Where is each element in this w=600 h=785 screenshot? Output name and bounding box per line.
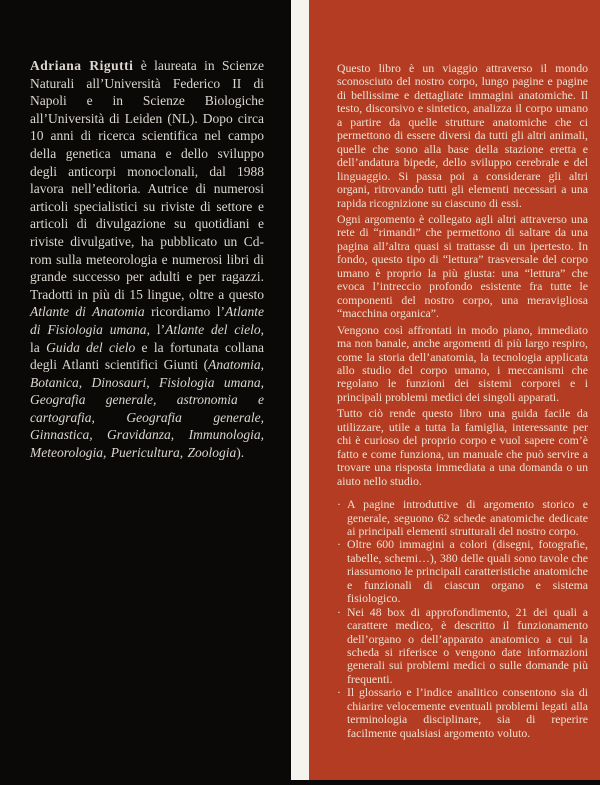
bullet-list (337, 498, 588, 740)
book-blurb (337, 62, 588, 740)
spine-stripe (291, 0, 309, 780)
bullet-item (337, 498, 588, 538)
bullet-item (337, 606, 588, 687)
bullet-text: Il glossario e l’indice analitico consentono sia di chiarire velocemente eventuali problemi legati alla terminologia disciplinare, sia di reperire facilmente qualsiasi argomento voluto. (347, 685, 588, 740)
bio-text: , l’ (146, 321, 166, 337)
bullet-text: Oltre 600 immagini a colori (disegni, fotografie, tabelle, schemi…), 380 delle quali sono tavole che riassumono le principali caratteristiche anatomiche e funzionali di ciascun organo e sistema fisiologico. (347, 537, 588, 606)
bio-text: , la (30, 321, 264, 355)
blurb-paragraph: Tutto ciò rende questo libro una guida facile da utilizzare, utile a tutta la famiglia, interessante per chi è curioso del proprio corpo e vuol sapere com’è fatto e come funziona, un manuale che può servire a trovare una risposta immediata a una domanda o un aiuto nello studio. (337, 406, 588, 488)
bio-text: è laureata in Scienze Naturali all’Università Federico II di Napoli e in Scienze Biologiche all’Università di Leiden (NL). Dopo circa 10 anni di ricerca scientifica nel campo della genetica umana e dello sviluppo degli anticorpi monoclonali, dal 1988 lavora nell’editoria. Autrice di numerosi articoli specialistici su riviste di settore e articoli di divulgazione su quotidiani e riviste divulgative, ha pubblicato un Cd-rom sulla meteorologia e numerosi libri di grande successo per adulti e per ragazzi. Tradotti in più di 15 lingue, oltre a questo (30, 58, 264, 302)
blurb-paragraph: Ogni argomento è collegato agli altri attraverso una rete di “rimandi” che permettono di saltare da una pagina all’altra quasi si trattasse di un ipertesto. In fondo, questo tipo di “lettura” trasversale del corpo umano è proprio la più giusta: una “lettura” che evoca l’intreccio profondo esistente fra tutte le componenti del nostro corpo, una meravigliosa “macchina organica”. (337, 211, 588, 321)
bullet-marker-icon: · (337, 685, 341, 700)
blurb-paragraph: Vengono così affrontati in modo piano, immediato ma non banale, anche argomenti di più largo respiro, come la storia dell’anatomia, la tecnologia applicata allo studio del corpo umano, i meccanismi che regolano le funzioni dei sistemi corporei e i principali problemi medici dei singoli apparati. (337, 322, 588, 404)
bullet-item (337, 538, 588, 605)
bio-text: ). (236, 445, 245, 461)
bullet-marker-icon: · (337, 537, 341, 552)
bullet-marker-icon: · (337, 497, 341, 512)
book-title: Anatomia, Botanica, Dinosauri, Fisiologia umana, Geografia generale, astronomia e cartografia, Geografia generale, Ginnastica, Gravidanza, Immunologia, Meteorologia, Puericultura, Zoologia (30, 357, 264, 461)
back-cover-red-panel (309, 0, 600, 780)
bio-text: ricordiamo l’ (144, 304, 225, 320)
book-title: Atlante del cielo (165, 321, 261, 337)
book-title: Atlante di Anatomia (30, 304, 145, 320)
book-title: Guida del cielo (46, 339, 136, 355)
bio-text: e la fortunata collana degli Atlanti scientifici Giunti ( (30, 339, 264, 373)
author-name: Adriana Rigutti (30, 58, 134, 73)
blurb-paragraph: Questo libro è un viaggio attraverso il mondo sconosciuto del nostro corpo, lungo pagine e pagine di bellissime e dettagliate immagini anatomiche. Il testo, discorsivo e sintetico, analizza il corpo umano a partire da quelle strutture anatomiche che ci permettono di essere diversi da tutti gli altri animali, quelle che sono alla base della stazione eretta e dell’andatura bipede, dello sviluppo cerebrale e del linguaggio. Si passa poi a considerare gli altri organi, ritrovando tutti gli elementi necessari a una rapida ricognizione su ciascuno di essi. (337, 61, 588, 210)
blurb-paragraphs (337, 62, 588, 488)
book-title: Atlante di Fisiologia umana (30, 304, 264, 337)
bullet-text: A pagine introduttive di argomento storico e generale, seguono 62 schede anatomiche dedicate ai principali elementi strutturali del nostro corpo. (347, 497, 588, 538)
bullet-marker-icon: · (337, 604, 341, 619)
bullet-item (337, 686, 588, 740)
author-bio (30, 57, 264, 462)
bullet-text: Nei 48 box di approfondimento, 21 dei quali a carattere medico, è descritto il funzionamento dell’organo o dell’apparato anatomico a cui la scheda si riferisce o vengono date informazioni generali sui problemi medici o sulle domande più frequenti. (347, 604, 588, 686)
